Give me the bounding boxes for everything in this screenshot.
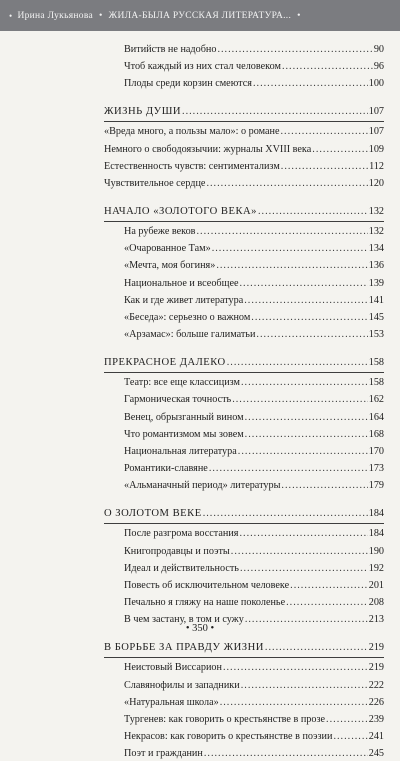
toc-entry-title: Венец, обрызганный вином <box>124 412 244 423</box>
toc-page-number: 107 <box>368 126 384 137</box>
toc-entry-title: Немного о свободоязычии: журналы XVIII века <box>104 144 312 155</box>
toc-page-number: 179 <box>368 480 384 491</box>
toc-entry <box>124 259 384 273</box>
toc-entry <box>124 277 384 291</box>
toc-page-number: 109 <box>368 144 384 155</box>
toc-entry-title: В БОРЬБЕ ЗА ПРАВДУ ЖИЗНИ <box>104 642 264 653</box>
toc-page-number: 184 <box>368 508 384 519</box>
toc-page-number: 107 <box>368 106 384 117</box>
toc-entry <box>124 43 384 57</box>
toc-leader-dots <box>245 411 368 425</box>
toc-leader-dots <box>240 562 368 576</box>
header-bullet: • <box>9 10 13 21</box>
toc-entry <box>124 730 384 744</box>
section-rule <box>104 372 384 373</box>
toc-entry <box>124 77 384 91</box>
toc-page-number: 241 <box>368 731 384 742</box>
toc-leader-dots <box>326 713 368 727</box>
toc-entry-title: Естественность чувств: сентиментализм <box>104 161 280 172</box>
toc-entry-title: Гармоническая точность <box>124 394 232 405</box>
toc-entry <box>124 328 384 342</box>
toc-leader-dots <box>206 177 367 191</box>
toc-page-number: 168 <box>368 429 384 440</box>
toc-leader-dots <box>240 277 368 291</box>
toc-part-heading <box>104 356 384 370</box>
toc-entry-title: Некрасов: как говорить о крестьянстве в поэзии <box>124 731 333 742</box>
toc-entry-title: Как и где живет литература <box>124 295 244 306</box>
toc-entry <box>124 462 384 476</box>
toc-page-number: 201 <box>368 580 384 591</box>
toc-leader-dots <box>231 545 368 559</box>
toc-page-number: 184 <box>368 528 384 539</box>
header-author: Ирина Лукьянова <box>17 10 94 21</box>
toc-entry <box>124 411 384 425</box>
toc-entry-title: «Арзамас»: больше галиматьи <box>124 329 256 340</box>
toc-entry-title: После разгрома восстания <box>124 528 239 539</box>
toc-entry-title: Чувствительное сердце <box>104 178 206 189</box>
toc-leader-dots <box>245 428 368 442</box>
toc-leader-dots <box>281 160 368 174</box>
toc-entry-title: Книгопродавцы и поэты <box>124 546 230 557</box>
toc-leader-dots <box>204 747 368 761</box>
toc-page-number: 141 <box>368 295 384 306</box>
toc-page-number: 219 <box>368 642 384 653</box>
toc-entry-title: Чтоб каждый из них стал человеком <box>124 61 281 72</box>
toc-leader-dots <box>253 77 368 91</box>
toc-entry <box>124 393 384 407</box>
toc-entry-title: Витийств не надобно <box>124 44 217 55</box>
toc-entry-title: В чем застану, в том и сужу <box>124 614 244 625</box>
toc-leader-dots <box>239 527 367 541</box>
toc-entry <box>124 60 384 74</box>
toc-entry-title: «Вреда много, а пользы мало»: о романе <box>104 126 280 137</box>
toc-page-number: 145 <box>368 312 384 323</box>
toc-entry <box>104 160 384 174</box>
toc-page-number: 132 <box>368 206 384 217</box>
toc-entry-title: Плоды среди корзин смеются <box>124 78 252 89</box>
toc-page-number: 164 <box>368 412 384 423</box>
toc-leader-dots <box>251 311 367 325</box>
toc-entry-title: О ЗОЛОТОМ ВЕКЕ <box>104 508 202 519</box>
toc-entry-title: «Очарованное Там» <box>124 243 211 254</box>
toc-leader-dots <box>312 143 367 157</box>
toc-page-number: 162 <box>368 394 384 405</box>
toc-leader-dots <box>244 294 367 308</box>
toc-leader-dots <box>203 507 368 521</box>
toc-entry <box>124 545 384 559</box>
toc-entry-title: Романтики-славяне <box>124 463 208 474</box>
toc-page-number: 100 <box>368 78 384 89</box>
toc-entry-title: Что романтизмом мы зовем <box>124 429 244 440</box>
toc-leader-dots <box>265 641 368 655</box>
page-number: • 350 • <box>185 623 215 634</box>
toc-entry-title: Повесть об исключительном человеке <box>124 580 290 591</box>
toc-entry-title: ПРЕКРАСНОЕ ДАЛЕКО <box>104 357 226 368</box>
toc-entry-title: Идеал и действительность <box>124 563 239 574</box>
toc-page-number: 222 <box>368 680 384 691</box>
toc-entry <box>124 527 384 541</box>
toc-entry <box>124 596 384 610</box>
toc-entry <box>124 225 384 239</box>
running-header <box>0 0 400 31</box>
toc-leader-dots <box>223 661 368 675</box>
toc-entry-title: «Беседа»: серьезно о важном <box>124 312 251 323</box>
toc-entry <box>124 479 384 493</box>
toc-leader-dots <box>256 328 367 342</box>
toc-leader-dots <box>281 479 367 493</box>
toc-entry <box>124 445 384 459</box>
toc-page-number: 213 <box>368 614 384 625</box>
section-rule <box>104 121 384 122</box>
toc-entry-title: Национальная литература <box>124 446 237 457</box>
toc-page-number: 120 <box>368 178 384 189</box>
toc-leader-dots <box>212 242 368 256</box>
section-rule <box>104 523 384 524</box>
toc-page-number: 190 <box>368 546 384 557</box>
toc-page-number: 153 <box>368 329 384 340</box>
toc-leader-dots <box>220 696 368 710</box>
toc-page-number: 158 <box>368 357 384 368</box>
toc-entry-title: Тургенев: как говорить о крестьянстве в прозе <box>124 714 326 725</box>
toc-entry-title: «Натуральная школа» <box>124 697 219 708</box>
toc-entry-title: Неистовый Виссарион <box>124 662 222 673</box>
toc-entry <box>124 562 384 576</box>
toc-entry <box>124 661 384 675</box>
toc-page-number: 173 <box>368 463 384 474</box>
toc-page-number: 139 <box>368 278 384 289</box>
header-book-title: ЖИЛА-БЫЛА РУССКАЯ ЛИТЕРАТУРА... <box>108 10 292 21</box>
toc-page-number: 170 <box>368 446 384 457</box>
toc-leader-dots <box>333 730 367 744</box>
toc-page-number: 208 <box>368 597 384 608</box>
toc-entry <box>124 713 384 727</box>
toc-leader-dots <box>241 679 368 693</box>
toc-leader-dots <box>282 60 373 74</box>
toc-leader-dots <box>258 205 368 219</box>
toc-entry-title: НАЧАЛО «ЗОЛОТОГО ВЕКА» <box>104 206 257 217</box>
toc-page-number: 132 <box>368 226 384 237</box>
toc-entry <box>104 125 384 139</box>
toc-leader-dots <box>281 125 368 139</box>
toc-page-number: 158 <box>368 377 384 388</box>
toc-entry <box>124 311 384 325</box>
toc-entry-title: Национальное и всеобщее <box>124 278 239 289</box>
toc-entry-title: Печально я гляжу на наше поколенье <box>124 597 286 608</box>
toc-entry <box>124 242 384 256</box>
toc-page-number: 239 <box>368 714 384 725</box>
toc-page-number: 96 <box>373 61 384 72</box>
toc-entry-title: Поэт и гражданин <box>124 748 203 759</box>
toc-part-heading <box>104 205 384 219</box>
toc-leader-dots <box>286 596 368 610</box>
toc-page-number: 226 <box>368 697 384 708</box>
toc-entry <box>124 696 384 710</box>
toc-entry-title: Театр: все еще классицизм <box>124 377 240 388</box>
toc-leader-dots <box>290 579 368 593</box>
toc-part-heading <box>104 507 384 521</box>
toc-page-number: 134 <box>368 243 384 254</box>
toc-entry-title: Славянофилы и западники <box>124 680 240 691</box>
toc-entry <box>124 747 384 761</box>
header-end-bullet: • <box>297 10 301 21</box>
toc-entry-title: На рубеже веков <box>124 226 196 237</box>
toc-entry-title: «Альманачный период» литературы <box>124 480 281 491</box>
toc-entry <box>124 376 384 390</box>
toc-part-heading <box>104 641 384 655</box>
toc-leader-dots <box>227 356 368 370</box>
toc-leader-dots <box>217 43 372 57</box>
toc-leader-dots <box>209 462 368 476</box>
toc-entry <box>124 679 384 693</box>
toc-leader-dots <box>216 259 367 273</box>
section-rule <box>104 221 384 222</box>
toc-entry-title: «Мечта, моя богиня» <box>124 260 216 271</box>
toc-entry-title: ЖИЗНЬ ДУШИ <box>104 106 182 117</box>
toc-leader-dots <box>182 105 368 119</box>
toc-part-heading <box>104 105 384 119</box>
toc-page-number: 192 <box>368 563 384 574</box>
toc-page-number: 112 <box>369 161 384 172</box>
toc-entry <box>124 428 384 442</box>
toc-leader-dots <box>241 376 368 390</box>
section-rule <box>104 657 384 658</box>
toc-leader-dots <box>238 445 368 459</box>
toc-entry <box>104 143 384 157</box>
toc-entry <box>104 177 384 191</box>
toc-page-number: 90 <box>373 44 384 55</box>
toc-page-number: 245 <box>368 748 384 759</box>
toc-page-number: 219 <box>368 662 384 673</box>
header-separator: • <box>99 10 103 21</box>
toc-leader-dots <box>197 225 368 239</box>
toc-page-number: 136 <box>368 260 384 271</box>
toc-leader-dots <box>232 393 368 407</box>
toc-entry <box>124 579 384 593</box>
toc-entry <box>124 294 384 308</box>
